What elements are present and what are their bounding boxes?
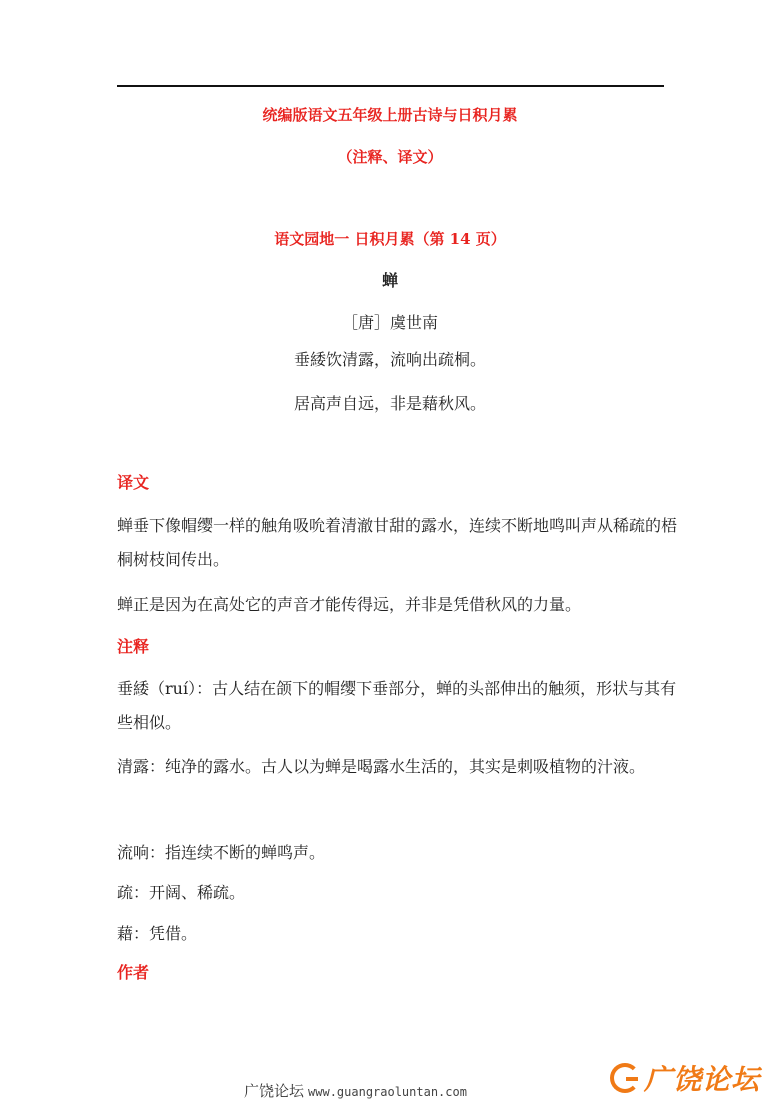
document-subtitle: （注释、译文） <box>337 148 443 166</box>
footer-url: www.guangraoluntan.com <box>308 1085 467 1099</box>
notes-heading: 注释 <box>117 637 150 656</box>
translation-paragraph: 蝉正是因为在高处它的声音才能传得远，并非是凭借秋风的力量。 <box>117 595 582 614</box>
document-title: 统编版语文五年级上册古诗与日积月累 <box>262 106 518 124</box>
poem-author: ［唐］虞世南 <box>341 313 438 332</box>
footer-watermark <box>244 1080 467 1101</box>
note-item: 疏：开阔、稀疏。 <box>117 883 246 902</box>
note-item: 藉：凭借。 <box>117 924 198 943</box>
author-heading: 作者 <box>117 963 150 982</box>
top-rule <box>117 85 664 87</box>
poem-title: 蝉 <box>381 271 398 290</box>
note-item: 垂緌（ruí）：古人结在颌下的帽缨下垂部分，蝉的头部伸出的触须，形状与其有些相似。 <box>117 679 677 732</box>
footer-site-name: 广饶论坛 <box>244 1082 305 1100</box>
poem-line: 垂緌饮清露，流响出疏桐。 <box>293 350 486 369</box>
translation-paragraph: 蝉垂下像帽缨一样的触角吸吮着清澈甘甜的露水，连续不断地鸣叫声从稀疏的梧桐树枝间传出。 <box>117 516 678 569</box>
section-title: 语文园地一 日积月累（第 14 页） <box>274 230 506 248</box>
logo-mark-icon <box>610 1063 640 1093</box>
logo-text: 广饶论坛 <box>644 1063 761 1096</box>
site-logo <box>610 1058 760 1098</box>
poem-line: 居高声自远，非是藉秋风。 <box>293 394 486 413</box>
note-item: 流响：指连续不断的蝉鸣声。 <box>117 843 326 862</box>
note-item: 清露：纯净的露水。古人以为蝉是喝露水生活的，其实是刺吸植物的汁液。 <box>117 757 646 776</box>
translation-heading: 译文 <box>117 473 150 492</box>
